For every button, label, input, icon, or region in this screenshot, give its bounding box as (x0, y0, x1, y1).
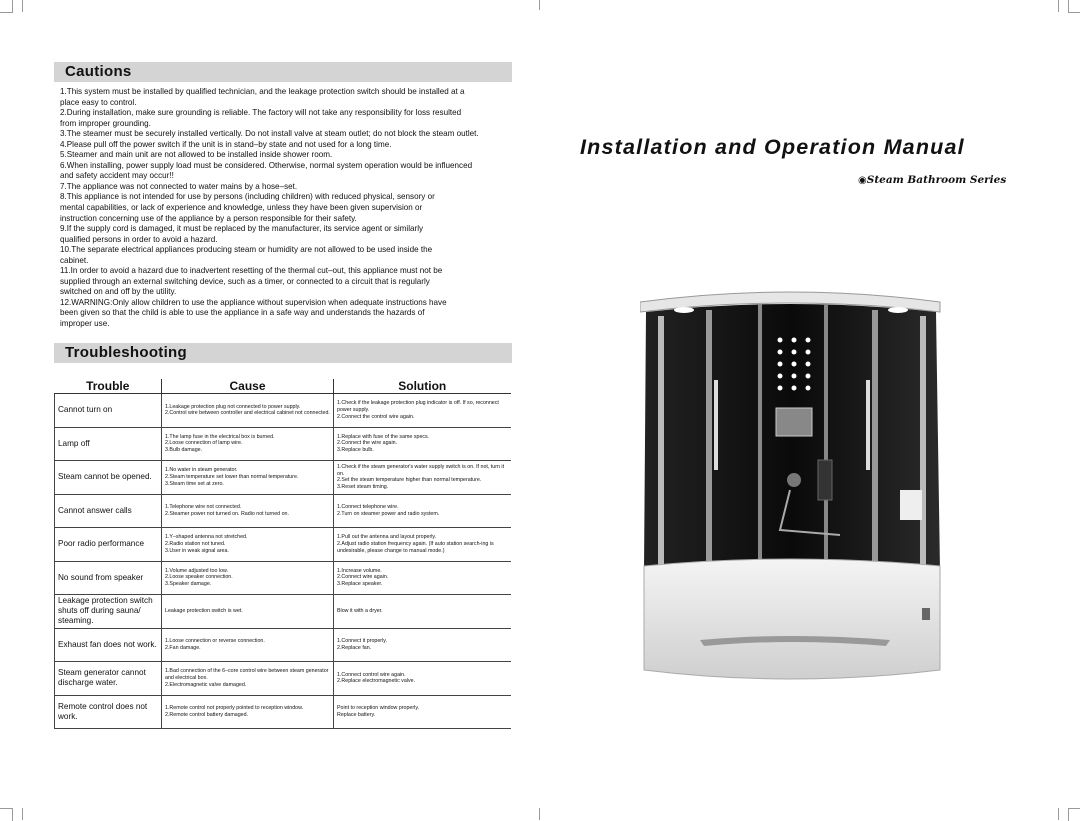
solution-cell-text: 1.Connect telephone wire. 2.Turn on steamer power and radio system. (337, 504, 440, 517)
crop-mark (12, 0, 23, 12)
caution-line: 4.Please pull off the power switch if the unit is in stand–by state and not used for a long time. (60, 139, 392, 149)
series-name: Steam Bathroom Series (866, 174, 1007, 186)
series-bullet-icon: ◉ (858, 175, 867, 186)
caution-line: 7.The appliance was not connected to water mains by a hose–set. (60, 181, 298, 191)
trouble-cell (55, 662, 162, 696)
caution-line: instruction concerning use of the appliance by a person responsible for their safety. (60, 213, 357, 223)
trouble-cell (55, 528, 162, 562)
solution-cell-text: 1.Check if the leakage protection plug indicator is off. If so, reconnect power supply. 2.Connect the control wire again. (337, 400, 499, 420)
cause-cell (162, 461, 334, 495)
cause-cell-text: 1.Telephone wire not connected. 2.Steamer power not turned on. Radio not turned on. (165, 504, 289, 517)
table-row (55, 595, 511, 629)
caution-line: 3.The steamer must be securely installed vertically. Do not install valve at steam outlet; do not block the steam outlet. (60, 129, 479, 139)
solution-cell-text: 1.Pull out the antenna and layout properly. 2.Adjust radio station frequency again. (If auto station search-ing is undesirable, please change to manual mode.) (337, 534, 494, 554)
caution-line: been given so that the child is able to use the appliance in a safe way and understands the hazards of (60, 308, 425, 318)
table-row (55, 494, 511, 528)
cause-cell-text: 1.Leakage protection plug not connected to power supply. 2.Control wire between controller and electrical cabinet not connected. (165, 403, 330, 417)
trouble-cell-text: Cannot turn on (58, 405, 113, 415)
trouble-cell (55, 494, 162, 528)
crop-mark (539, 0, 541, 10)
cause-cell (162, 394, 334, 428)
trouble-cell (55, 561, 162, 595)
cause-cell-text: 1.Remote control not properly pointed to reception window. 2.Remote control battery damaged. (165, 705, 304, 718)
caution-line: improper use. (60, 319, 110, 329)
solution-cell-text: 1.Connect it properly. 2.Replace fan. (337, 638, 387, 651)
cause-cell-text: 1.Volume adjusted too low. 2.Loose speaker connection. 3.Speaker damage. (165, 567, 233, 588)
cause-cell-text: 1.Loose connection or reverse connection. 2.Fan damage. (165, 638, 265, 651)
solution-cell-text: 1.Connect control wire again. 2.Replace electromagnetic valve. (337, 671, 416, 685)
cautions-heading: Cautions (65, 63, 132, 80)
series-label (858, 174, 1006, 186)
caution-line: mental capabilities, or lack of experience and knowledge, unless they have been given supervision or (60, 203, 423, 213)
caution-line: 6.When installing, power supply load must be considered. Otherwise, normal system operation would be influenced (60, 160, 473, 170)
troubleshooting-heading: Troubleshooting (65, 344, 187, 361)
cause-cell-text: 1.The lamp fuse in the electrical box is burned. 2.Loose connection of lamp wire. 3.Bulb damage. (165, 433, 275, 454)
solution-cell (334, 427, 511, 461)
caution-line: place easy to control. (60, 97, 137, 107)
solution-cell (334, 461, 511, 495)
cause-cell-text: 1.No water in steam generator. 2.Steam temperature set lower than normal temperature. 3.Steam time set at zero. (165, 467, 299, 487)
solution-cell (334, 528, 511, 562)
solution-cell-text: 1.Replace with fuse of the same specs. 2.Connect the wire again. 3.Replace bulb. (337, 433, 430, 454)
column-header-cause: Cause (162, 379, 334, 394)
solution-cell (334, 662, 511, 696)
cause-cell (162, 528, 334, 562)
crop-mark (12, 808, 23, 820)
trouble-cell-text: Leakage protection switch shuts off during sauna/ steaming. (58, 596, 155, 626)
caution-line: and safety accident may occur!! (60, 171, 174, 181)
crop-mark (1068, 808, 1080, 821)
trouble-cell-text: Cannot answer calls (58, 505, 132, 515)
solution-cell (334, 595, 511, 629)
solution-cell (334, 561, 511, 595)
cause-cell (162, 662, 334, 696)
caution-line: supplied through an external switching device, such as a timer, or connected to a circuit that is regularly (60, 276, 430, 286)
trouble-cell (55, 695, 162, 729)
solution-cell (334, 494, 511, 528)
cause-cell-text: 1.Bad connection of the 6–core control wire between steam generator and electrical box. 2.Electromagnetic valve damaged. (165, 668, 329, 688)
cause-cell (162, 427, 334, 461)
solution-cell-text: Point to reception window properly. Replace battery. (337, 705, 420, 718)
trouble-cell-text: Lamp off (58, 438, 90, 448)
column-header-trouble: Trouble (55, 379, 162, 394)
trouble-cell-text: Steam generator cannot discharge water. (58, 668, 149, 688)
caution-line: 8.This appliance is not intended for use by persons (including children) with reduced physical, sensory or (60, 192, 435, 202)
trouble-cell (55, 461, 162, 495)
table-row (55, 561, 511, 595)
cause-cell-text: Leakage protection switch is wet. (165, 607, 243, 614)
steam-shower-cabin-image (640, 290, 950, 690)
cautions-list (60, 87, 516, 330)
cause-cell (162, 595, 334, 629)
trouble-cell-text: Remote control does not work. (58, 701, 150, 721)
caution-line: cabinet. (60, 255, 89, 265)
table-row (55, 427, 511, 461)
trouble-cell-text: No sound from speaker (58, 572, 144, 582)
solution-cell (334, 628, 511, 662)
trouble-cell-text: Exhaust fan does not work. (58, 639, 157, 649)
crop-mark (1068, 0, 1080, 13)
table-row (55, 528, 511, 562)
solution-cell-text: 1.Check if the steam generator's water supply switch is on. If not, turn it on. 2.Set the steam temperature higher than normal temperature. 3.Reset steam timing. (337, 464, 505, 490)
caution-line: 2.During installation, make sure grounding is reliable. The factory will not take any responsibility for loss resulted (60, 108, 462, 118)
caution-line: switched on and off by the utility. (60, 287, 177, 297)
cause-cell (162, 695, 334, 729)
table-row (55, 394, 511, 428)
crop-mark (539, 808, 541, 820)
solution-cell (334, 695, 511, 729)
trouble-cell (55, 595, 162, 629)
trouble-cell (55, 394, 162, 428)
solution-cell-text: 1.Increase volume. 2.Connect wire again. 3.Replace speaker. (337, 567, 389, 588)
table-row (55, 695, 511, 729)
cause-cell (162, 628, 334, 662)
manual-title: Installation and Operation Manual (580, 135, 965, 159)
caution-line: 5.Steamer and main unit are not allowed to be installed inside shower room. (60, 150, 333, 160)
solution-cell (334, 394, 511, 428)
solution-cell-text: Blow it with a dryer. (337, 607, 383, 614)
troubleshooting-header (54, 343, 512, 363)
trouble-cell (55, 628, 162, 662)
caution-line: 10.The separate electrical appliances producing steam or humidity are not allowed to be used inside the (60, 245, 433, 255)
caution-line: 11.In order to avoid a hazard due to inadvertent resetting of the thermal cut–out, this appliance must not be (60, 266, 443, 276)
cautions-header (54, 62, 512, 82)
cause-cell (162, 561, 334, 595)
caution-line: from improper grounding. (60, 118, 151, 128)
table-row (55, 662, 511, 696)
cause-cell-text: 1.Y–shaped antenna not stretched. 2.Radio station not tuned. 3.User in weak signal area. (165, 534, 248, 554)
caution-line: 12.WARNING:Only allow children to use the appliance without supervision when adequate instructions have (60, 297, 447, 307)
table-row (55, 461, 511, 495)
trouble-cell-text: Poor radio performance (58, 539, 145, 549)
caution-line: 1.This system must be installed by qualified technician, and the leakage protection switch should be installed at a (60, 87, 465, 96)
cause-cell (162, 494, 334, 528)
column-header-solution: Solution (334, 379, 511, 394)
troubleshooting-table (54, 379, 511, 729)
caution-line: 9.If the supply cord is damaged, it must be replaced by the manufacturer, its service agent or similarly (60, 224, 424, 234)
table-row (55, 628, 511, 662)
trouble-cell-text: Steam cannot be opened. (58, 472, 152, 482)
trouble-cell (55, 427, 162, 461)
caution-line: qualified persons in order to avoid a hazard. (60, 234, 218, 244)
troubleshooting-body (55, 394, 511, 729)
